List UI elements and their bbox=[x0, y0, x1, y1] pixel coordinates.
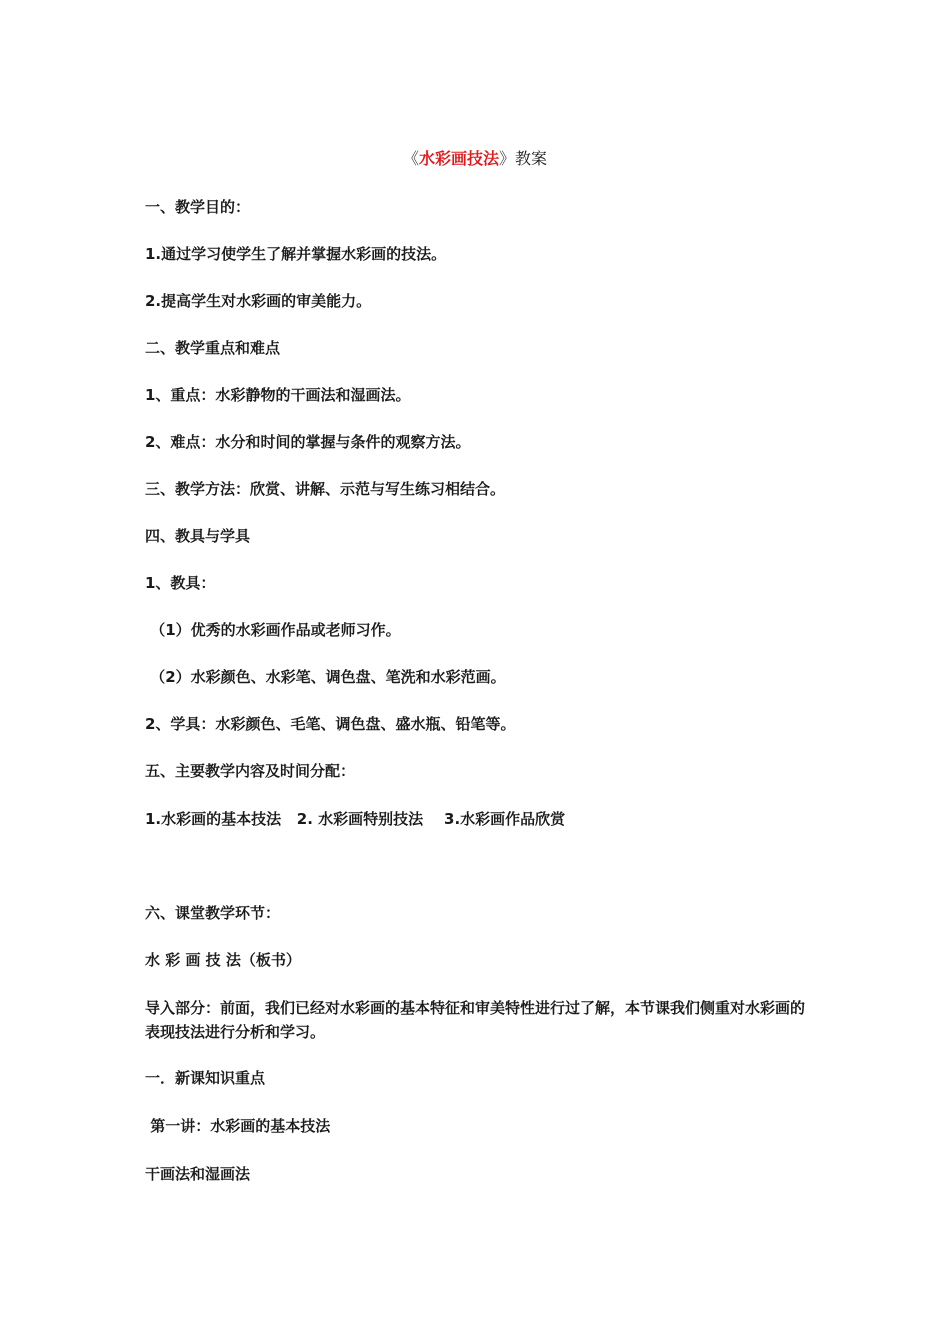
teaching-tools-heading: 1、教具： bbox=[145, 574, 216, 592]
title-suffix: 教案 bbox=[515, 149, 548, 168]
title-main: 水彩画技法 bbox=[418, 149, 499, 168]
section-heading-tools: 四、教具与学具 bbox=[145, 527, 251, 545]
section-heading-key-points: 二、教学重点和难点 bbox=[145, 339, 281, 357]
objective-item-1: 1.通过学习使学生了解并掌握水彩画的技法。 bbox=[145, 245, 447, 263]
title-close-bracket: 》 bbox=[499, 149, 516, 168]
title-open-bracket: 《 bbox=[402, 149, 419, 168]
teaching-tool-item-2: （2）水彩颜色、水彩笔、调色盘、笔洗和水彩范画。 bbox=[145, 668, 506, 686]
teaching-tool-item-1: （1）优秀的水彩画作品或老师习作。 bbox=[145, 621, 401, 639]
difficulty-item: 2、难点：水分和时间的掌握与条件的观察方法。 bbox=[145, 433, 471, 451]
technique-heading: 干画法和湿画法 bbox=[145, 1165, 251, 1183]
content-items: 1.水彩画的基本技法 2. 水彩画特别技法 3.水彩画作品欣赏 bbox=[145, 810, 566, 828]
section-heading-content: 五、主要教学内容及时间分配： bbox=[145, 762, 356, 780]
key-point-item: 1、重点：水彩静物的干画法和湿画法。 bbox=[145, 386, 411, 404]
section-heading-methods: 三、教学方法：欣赏、讲解、示范与写生练习相结合。 bbox=[145, 480, 506, 498]
blackboard-title: 水 彩 画 技 法（板书） bbox=[145, 951, 301, 969]
objective-item-2: 2.提高学生对水彩画的审美能力。 bbox=[145, 292, 372, 310]
section-heading-objectives: 一、教学目的： bbox=[145, 198, 251, 216]
lecture-one-heading: 第一讲：水彩画的基本技法 bbox=[145, 1117, 331, 1135]
new-lesson-heading: 一．新课知识重点 bbox=[145, 1069, 266, 1087]
intro-paragraph: 导入部分：前面，我们已经对水彩画的基本特征和审美特性进行过了解，本节课我们侧重对水彩画的表现技法进行分析和学习。 bbox=[145, 999, 806, 1041]
student-tools-item: 2、学具：水彩颜色、毛笔、调色盘、盛水瓶、铅笔等。 bbox=[145, 715, 516, 733]
document-title bbox=[0, 148, 950, 170]
section-heading-classroom: 六、课堂教学环节： bbox=[145, 904, 281, 922]
